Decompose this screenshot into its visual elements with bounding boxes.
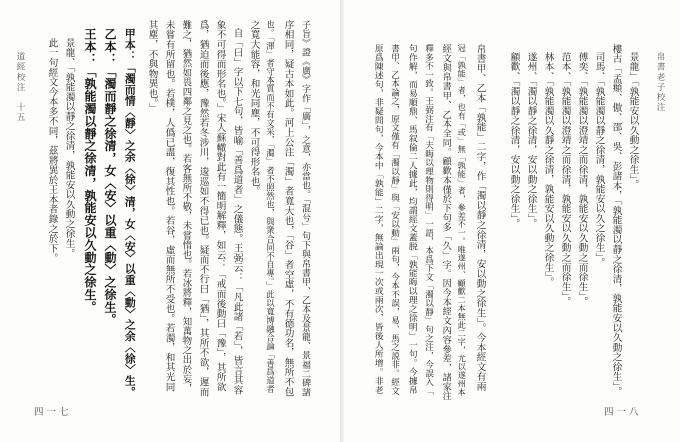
right-page-text-column: 釋多不一致。王弼注有「夫晦以理物則得明」一語，本爲下文「濁以靜」句之注，今誤入「 [423, 44, 434, 396]
left-page-header: 道經校注 十五 [15, 52, 25, 123]
right-page-text-column: 句作解，而易順鼎、馬叙倫二人據此，均謂經文蓋脱「孰能晦以理之徐明」一句。今據帛 [406, 44, 417, 395]
right-page-text-column: 范本、「孰能濁以澄靖之而徐清，孰能安以久動之而徐生」。 [559, 52, 571, 307]
left-page-text-column: 之寬大能容，和光同塵，不可得形名也。 [248, 20, 260, 197]
right-page-header: 帛書老子校注 [655, 52, 665, 113]
right-page-text-column: 冠「孰能」者，也有「或」無「孰能」者，參差不一。唯遂州、顧歡二本無此二字，尤以遂州本 [457, 44, 468, 396]
left-page-text-column: 序相同，疑古本如此。河上公注「濁」者寬大也，「谷」者空虛，不有德功名，無所不包 [282, 20, 294, 397]
right-page-text-column: 林本、「孰能濁以久靜之徐清，孰能安以久動之徐生」。 [542, 52, 554, 287]
left-page-text-column: 象不可得而形名也。」宋人蘇轍對此有一簡明解釋，如云：「戒而後動曰「豫」，其所欲 [214, 20, 226, 392]
left-page-text-column: 此一句經文今本多不同，茲將異於王本者錄之於下。 [46, 38, 58, 263]
left-page-number: 四一七 [34, 407, 72, 418]
right-page-text-column: 經文與帛書甲、乙本全同。顧歡本僅於下句多「久」字。因今本經文內容參差，諸家注 [440, 44, 452, 401]
left-page-text-column: 王本：「孰能濁以靜之徐清，孰能安以久動之徐生。 [83, 28, 97, 314]
left-page-text-column: 自「曰」字以下七句，皆喻「善爲道者」之儀態。王弼云：「凡此諸「若」，皆言其容 [231, 28, 243, 395]
right-page-text-column: 書甲、乙本論之，原文僅有「濁以靜」與「安以動」兩句，今本不誤，易、馬之説非。經文 [389, 44, 400, 396]
right-page-text-column: 樓古「孟頫、傲、邵、吳、彭諸本，「孰能濁以靜之徐清，孰能安以久動之徐生」。 [610, 44, 622, 397]
right-page-text-column: 傅奕、「孰能濁以澄靖之而徐清，孰能安以久動之而徐生」。 [576, 52, 588, 307]
right-page-text-column: 景龍」「孰能安以久動之徐生」。 [627, 52, 639, 190]
left-page-text-column: 爲，猶迫而後應，豫然若冬涉川，逡巡如不得已也。疑而不行曰「猶」，其所不欲，遲而 [197, 20, 209, 397]
right-page-text-column: 帛書甲、乙本「孰能」二字，作「濁以靜之徐清，安以動之徐生」。今本經文有兩 [474, 44, 486, 392]
left-page-text-column: 子旨》證《廣》字作「廣」，之意，亦當也。「混兮」句下與帛書甲、乙本及景龍、景福二碑諸 [300, 20, 310, 397]
left-page-text-column: 乙本：「濁而靜之徐清，女〈安〉以重〈動〉之徐生。 [103, 28, 117, 326]
left-page-text-column: 景龍、「孰能濁以靜之徐清，孰能安以久動之徐生。 [63, 38, 75, 259]
right-page-text-column: 司馬、「孰能濁以靜之徐清，孰能安以久之徐生」。 [593, 52, 605, 268]
right-page [340, 0, 680, 442]
left-page-text-column: 難之，猶然如畏四鄰之見之也。若客無所不敬，未嘗惰也。若冰將釋，知萬物之出於妄， [180, 20, 192, 394]
left-page-text-column: 未嘗有所留也。若樸，人僞已盡，復其性也。若谷，虛而無所不受也。若濁，和其光同 [163, 20, 175, 392]
right-page-text-column: 顧歡、「濁以靜之徐清，安以動之徐生」。 [508, 52, 520, 229]
left-page-text-column: 甲本：「濁而情〈靜〉之余〈徐〉清，女〈安〉以重〈動〉之余〈徐〉生。 [123, 28, 137, 398]
left-page-text-column: 也。「渾」者守本質而不有文采，「濁」者不照然也，與衆合同不自專。」此以寬博融合論「善爲道者 [265, 20, 276, 394]
left-page-text-column: 其塵，不與物異也。」 [146, 20, 158, 113]
right-page-text-column: 遂州、「濁以靜之徐清，安以動之徐生」。 [525, 52, 537, 229]
right-page-number: 四一八 [604, 407, 642, 418]
right-page-text-column: 原爲陳述句，非疑問句，今本中「孰能」二字，無論出現一次或兩次，皆後人所增。非老 [372, 44, 383, 395]
